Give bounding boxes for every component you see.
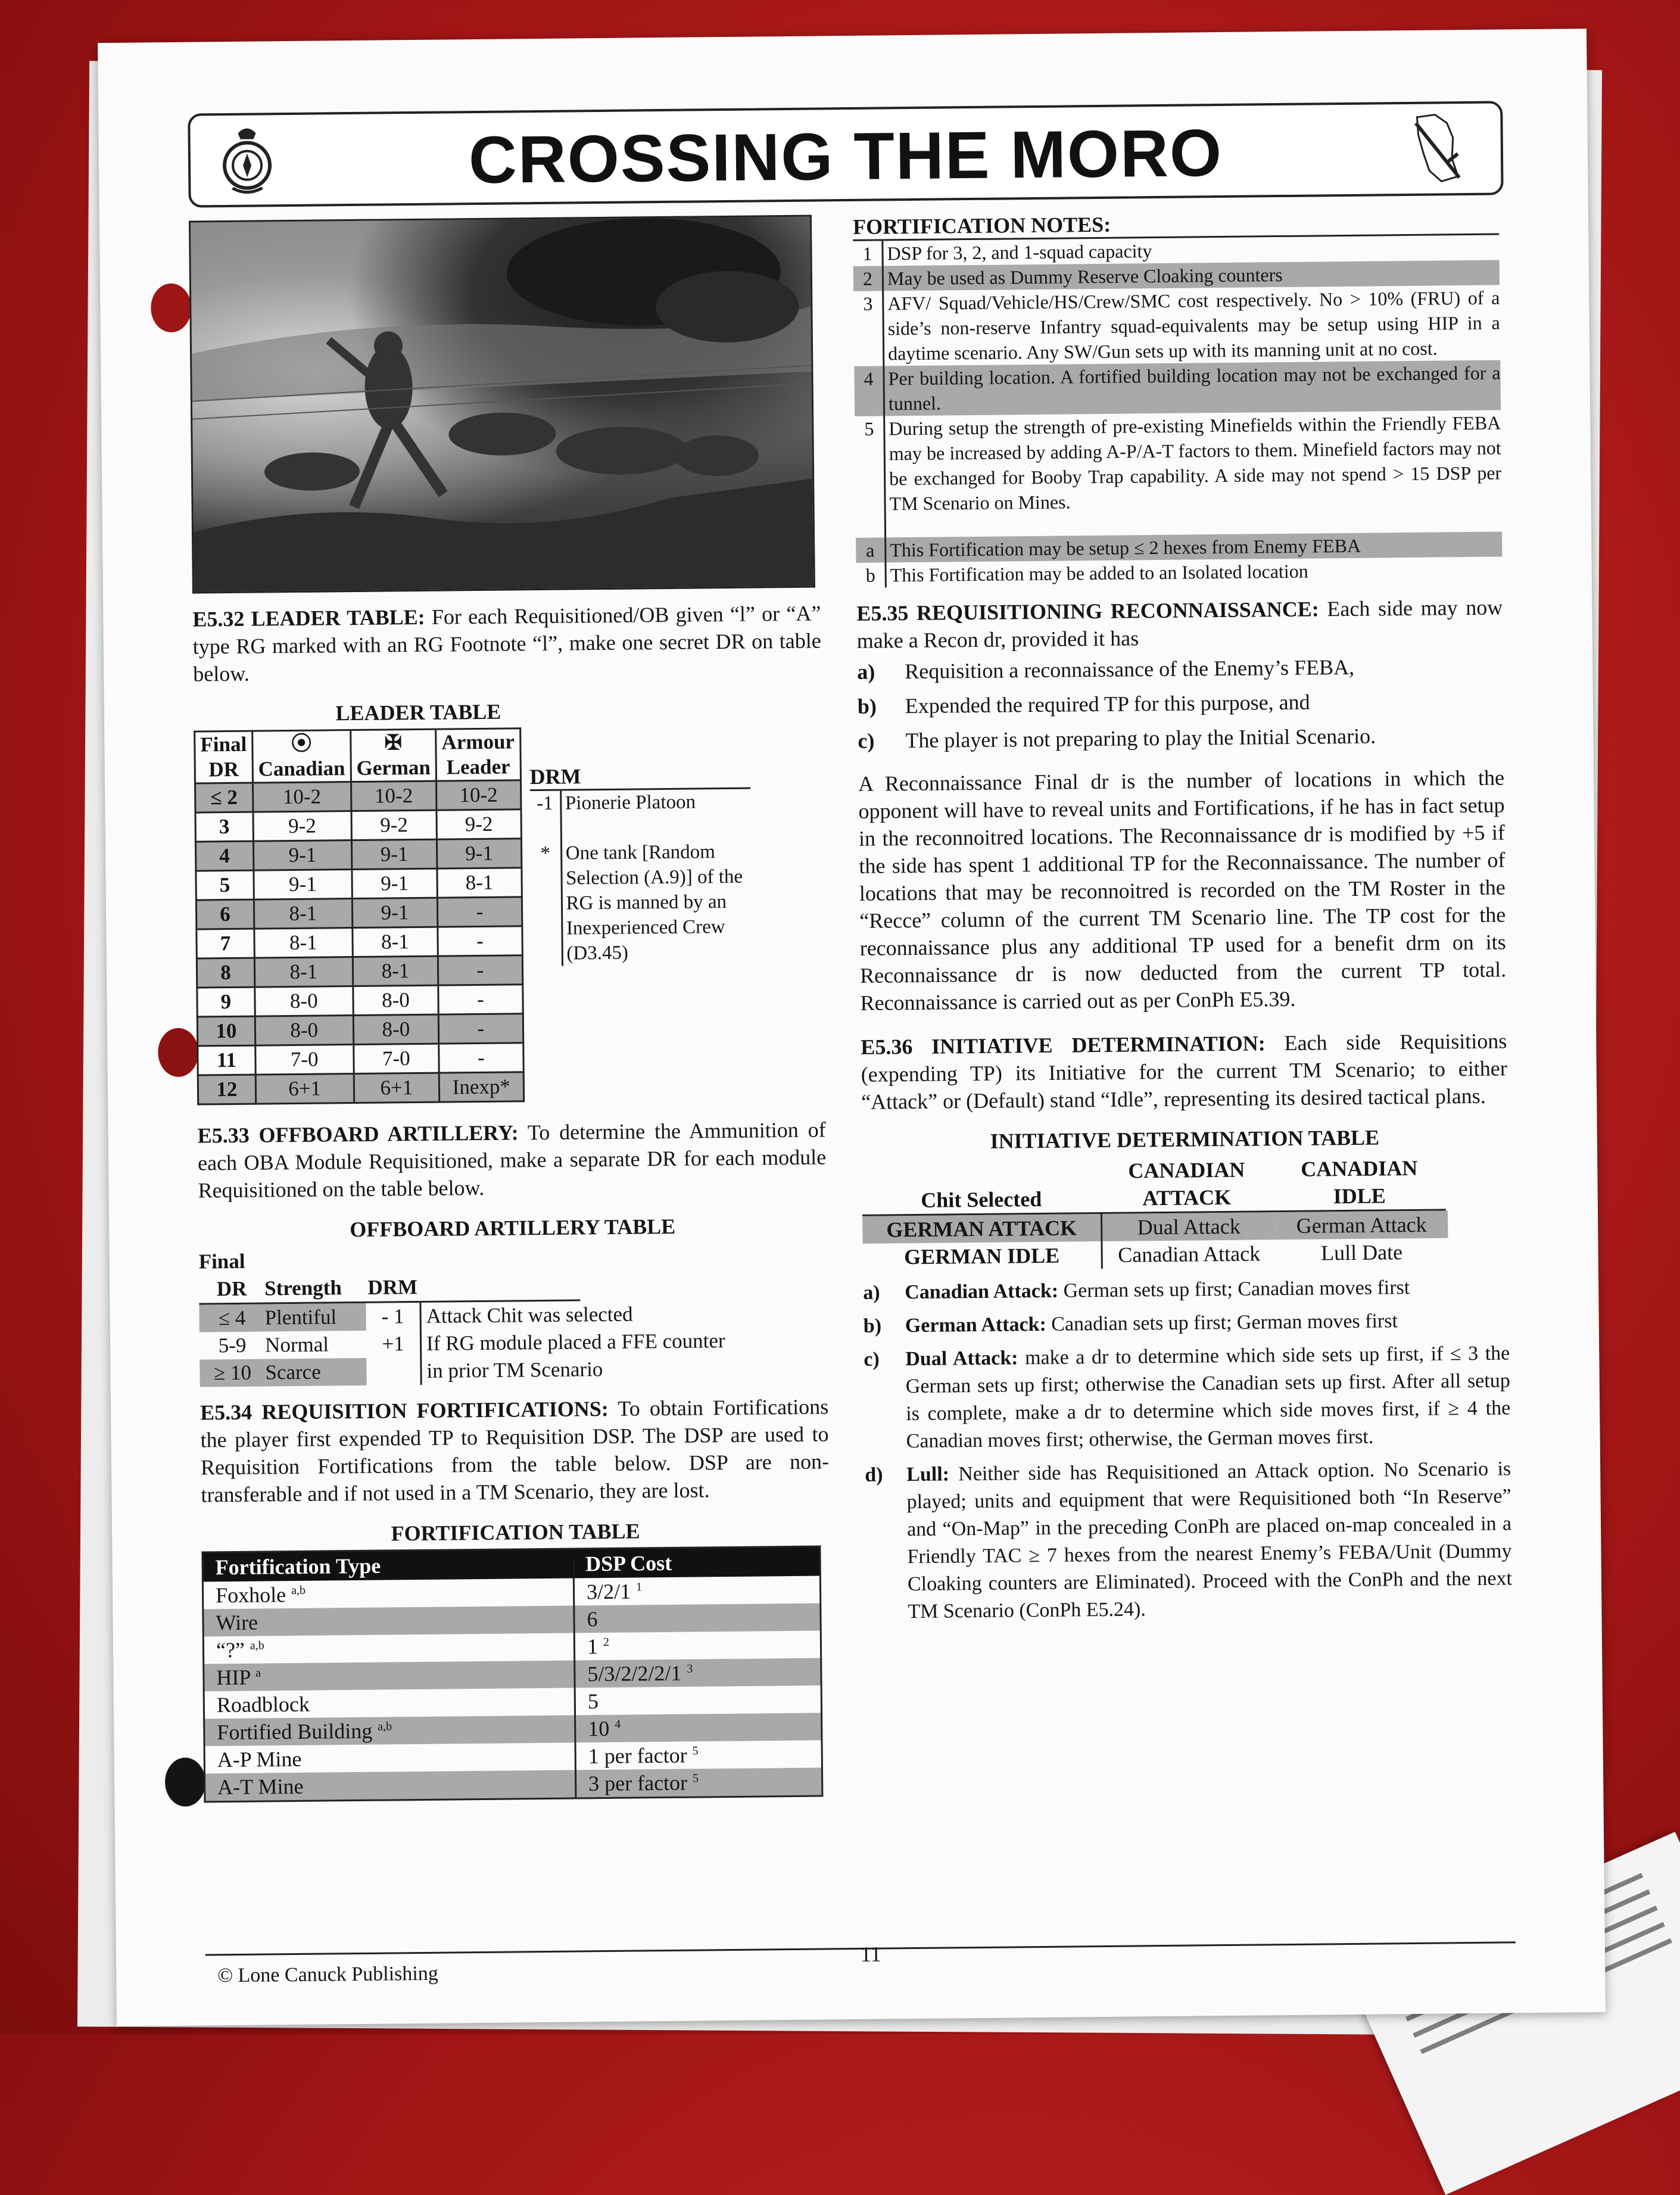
leader-header-armour: Armour Leader [436,728,520,781]
fortification-notes-title: FORTIFICATION NOTES: [853,208,1499,241]
table-row: Roadblock 5 [204,1686,821,1719]
table-row: 12 6+1 6+1 Inexp* [198,1072,523,1104]
table-row: 7 8-1 8-1 - [197,926,522,958]
note-row: 1 DSP for 3, 2, and 1-squad capacity [853,235,1499,266]
oba-table-title: OFFBOARD ARTILLERY TABLE [350,1214,676,1242]
table-row: 3 9-2 9-2 9-2 [195,809,521,842]
table-row: GERMAN IDLE Canadian Attack Lull Date [903,1240,1403,1269]
page-title: CROSSING THE MORO [468,115,1223,198]
leader-header-german: ✠ German [350,729,436,782]
page-number: 11 [860,1942,881,1966]
table-row: Wire 6 [203,1604,821,1637]
drm-row: -1 Pionerie Platoon [530,789,750,817]
note-row: a This Fortification may be setup ≤ 2 hexes from Enemy FEBA [856,531,1502,562]
recon-body: A Reconnaissance Final dr is the number of locations in which the opponent will have to reveal units and Fortifications, if he has in fact setup in the reconnoitred locations. The Reconnaissance dr is modified by +5 if the side has spent 1 additional TP for the Reconnaissance. The number of locations that may be reconnoitred is recorded on the TM Roster in the “Recce” column of the current TM Scenario line. The TP cost for the reconnaissance plus any additional TP used for a benefit drm on its Reconnaissance dr is now deducted from the current TP total. Reconnaissance is carried out as per ConPh E5.39. [858,765,1507,1015]
leader-drm [529,726,752,967]
roundel-icon: ⦿ [291,731,312,756]
table-row: 9 8-0 8-0 - [197,985,523,1017]
oba-intro: E5.33 OFFBOARD ARTILLERY: To determine the Ammunition of each OBA Module Requisitioned, make a separate DR for each module Requisitioned on the table below. [197,1117,827,1203]
list-item: c) Dual Attack: make a dr to determine which side sets up first, if ≤ 3 the German sets up first; otherwise the Canadian sets up first. After all setup is complete, make a dr to determine which side moves first, if ≥ 4 the Canadian moves first; otherwise, the German moves first. [864,1342,1511,1453]
list-item: c) The player is not preparing to play the Initial Scenario. [858,724,1376,753]
fortification-table-title: FORTIFICATION TABLE [391,1519,640,1546]
fortification-notes [853,235,1503,588]
left-column [189,214,832,1802]
iron-cross-icon: ✠ [384,731,403,755]
table-row: “?” $^{a,b}$ 1 $^2$ [203,1631,821,1664]
punch-hole [158,1028,199,1078]
initiative-table-title: INITIATIVE DETERMINATION TABLE [990,1125,1380,1153]
note-row: 4 Per building location. A fortified building location may not be exchanged for a tunnel. [854,360,1501,416]
leader-table [194,727,525,1105]
initiative-table: CANADIAN CANADIAN Chit Selected ATTACK IDLE GERMAN ATTACK Dual Attack German Attack GERMAN IDLE Canadian Attack Lull Date [862,1153,1509,1271]
table-row: Fortified Building $^{a,b}$ 10 $^4$ [204,1713,822,1746]
leader-header-canadian: ⦿ Canadian [252,730,351,783]
table-row: ≥ 10 Scarce in prior TM Scenario [200,1353,828,1387]
table-row: A-P Mine 1 per factor $^5$ [204,1741,822,1774]
drm-row: * One tank [Random Selection (A.9)] of the RG is manned by an Inexperienced Crew (D3.45) [531,839,752,967]
drm-header: DRM [529,762,750,792]
fortification-intro: E5.34 REQUISITION FORTIFICATIONS: To obtain Fortifications the player first expended TP to Requisition DSP. The DSP are used to Requisition Fortifications from the table below. DSP are non-transferable and if not used in a TM Scenario, they are lost. [200,1394,830,1507]
table-row: ≤ 4 Plentiful - 1 Attack Chit was selected [199,1299,827,1332]
punch-hole [151,284,192,333]
right-column [853,208,1513,1632]
note-row: b This Fortification may be added to an Isolated location [856,556,1503,587]
table-row: 6 8-1 9-1 - [196,897,522,929]
recon-list [857,648,1504,758]
table-row: A-T Mine 3 per factor $^5$ [204,1768,822,1802]
drm-row [530,814,750,842]
battle-photograph [189,215,815,594]
header [188,101,1503,207]
note-row: 3 AFV/ Squad/Vehicle/HS/Crew/SMC cost respectively. No > 10% (FRU) of a side’s non-reserve Infantry squad-equivalents may be setup using HIP in a daytime scenario. Any SW/Gun sets up with its manning unit at no cost. [853,285,1500,366]
punch-hole [165,1757,206,1807]
list-item: a) Canadian Attack: German sets up first; Canadian moves first [863,1276,1410,1304]
leader-table-title: LEADER TABLE [335,699,501,726]
copyright: © Lone Canuck Publishing [217,1962,438,1987]
list-item: b) Expended the required TP for this purpose, and [857,690,1310,718]
list-item: a) Requisition a reconnaissance of the Enemy’s FEBA, [857,655,1355,684]
note-row: 2 May be used as Dummy Reserve Cloaking counters [853,260,1500,291]
table-row: ≤ 2 10-2 10-2 10-2 [195,780,521,812]
table-row: 5 9-1 9-1 8-1 [196,868,522,900]
table-row: 10 8-0 8-0 - [197,1014,523,1046]
list-item: b) German Attack: Canadian sets up first; German moves first [863,1310,1398,1337]
table-row: Foxhole $^{a,b}$ 3/2/1 $^1$ [202,1576,820,1609]
note-row: 5 During setup the strength of pre-existing Minefields within the Friendly FEBA may be increased by adding A-P/A-T factors to them. Minefield factors may not be exchanged for Booby Trap capability. A side may not spend > 15 DSP per TM Scenario on Mines. [855,410,1502,516]
table-row: GERMAN ATTACK Dual Attack German Attack [862,1210,1508,1243]
leader-header-final-dr: Final DR [195,731,253,783]
fortification-table: Fortification Type DSP Cost Foxhole $^{a,b}$ 3/2/1 $^1$ Wire 6 “?” $^{a,b}$ 1 $^2$ HIP $^a$ 5/3/2/2/2/1 $^3$ Roadblock 5 Fortified Building $^{a,b}$ 10 $^4$ A-P Mine 1 per factor $^5$ A-T Mine 3 per factor $^5$ [201,1546,823,1803]
table-row: 8 8-1 8-1 - [197,955,522,988]
leader-table-intro: E5.32 LEADER TABLE: For each Requisitioned/OB given “l” or “A” type RG marked with an RG Footnote “l”, make one secret DR on table below. [192,601,821,686]
list-item: d) Lull: Neither side has Requisitioned an Attack option. No Scenario is played; units and equipment that were Requisitioned both “In Reserve” and “On-Map” in the preceding ConPh are placed on-map concealed in a Friendly TAC ≥ 7 hexes from the nearest Enemy’s FEBA/Unit (Dummy Cloaking counters are Eliminated). Proceed with the ConPh and the next TM Scenario (ConPh E5.24). [865,1458,1513,1623]
initiative-intro: E5.36 INITIATIVE DETERMINATION: Each side Requisitions (expending TP) its Initiative for the current TM Scenario; to either “Attack” or (Default) stand “Idle”, representing its desired tactical plans. [861,1029,1507,1114]
table-row: 5-9 Normal +1 If RG module placed a FFE counter [200,1326,828,1359]
table-row: 11 7-0 7-0 - [198,1043,523,1075]
table-row: HIP $^a$ 5/3/2/2/2/1 $^3$ [204,1658,821,1692]
oba-table: Final DR Strength DRM ≤ 4 Plentiful - 1 Attack Chit was selected 5-9 Normal +1 If RG module placed a FFE counter ≥ 10 Scarce in prior TM Scenario [199,1242,828,1387]
page [98,29,1606,2026]
initiative-definitions [863,1273,1513,1626]
recon-intro: E5.35 REQUISITIONING RECONNAISSANCE: Each side may now make a Recon dr, provided it has [856,595,1503,653]
map-sword-icon [1405,111,1471,186]
table-row: 4 9-1 9-1 9-1 [195,839,521,871]
